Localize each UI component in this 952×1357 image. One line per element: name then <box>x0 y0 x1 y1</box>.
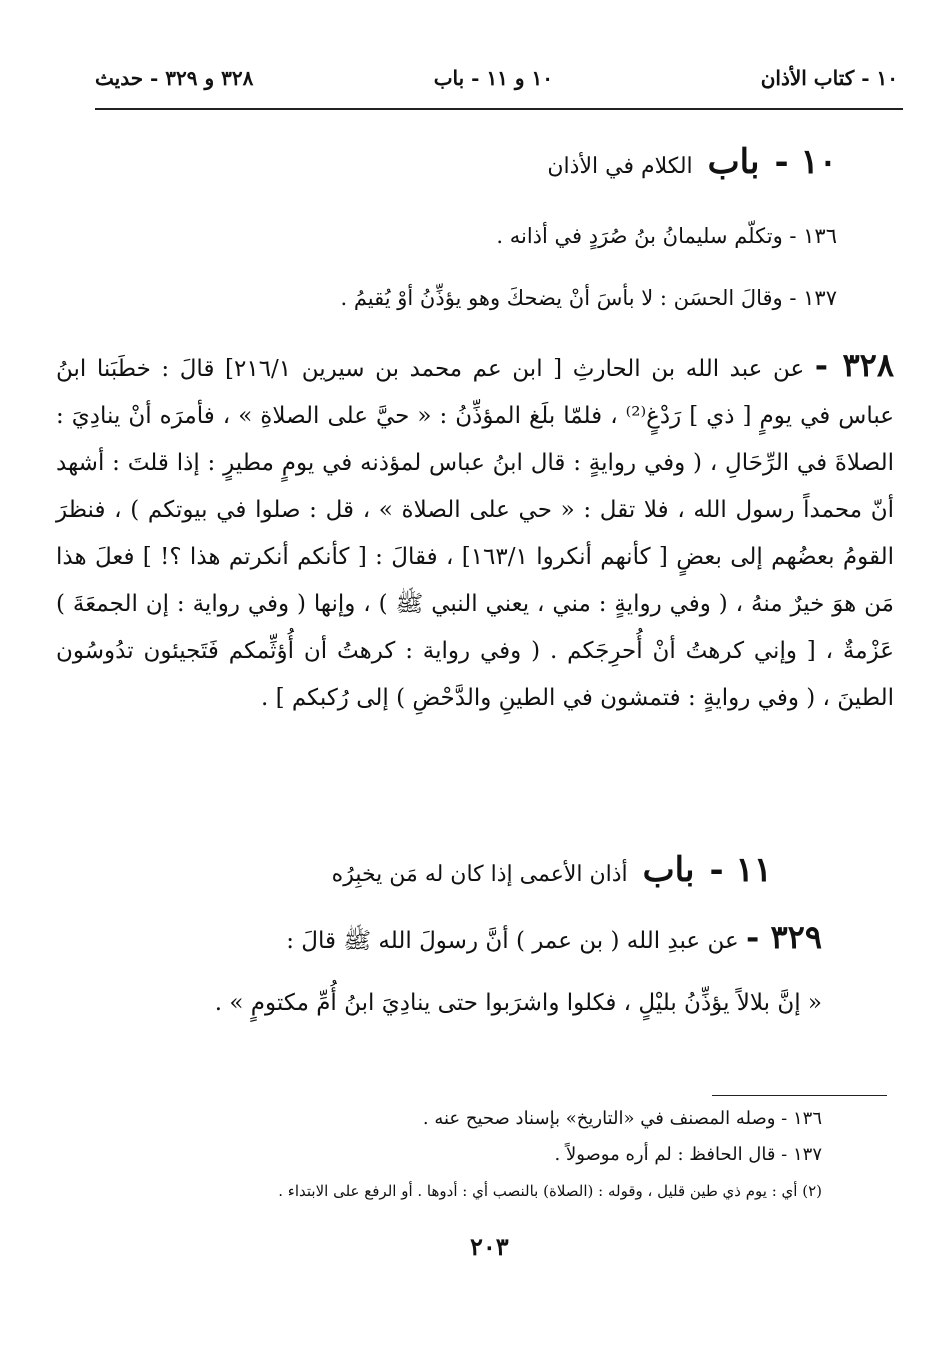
hadith-329-text: عن عبدِ الله ( بن عمر ) أنَّ رسولَ الله ﷺ قالَ : <box>286 928 739 954</box>
page-number: ٢٠٣ <box>470 1232 509 1261</box>
hadith-329-quote: « إنَّ بلالاً يؤذِّنُ بليْلٍ ، فكلوا واشرَبوا حتى ينادِيَ ابنُ أُمِّ مكتومٍ » . <box>214 990 822 1016</box>
header-rule <box>95 108 903 110</box>
hadith-329-number: ٣٢٩ - <box>746 918 822 956</box>
section-11-title <box>212 850 772 890</box>
header-bab: ١٠ و ١١ - باب <box>433 66 553 90</box>
footnote-2: (٢) أي : يوم ذي طين قليل ، وقوله : (الصلاة) بالنصب أي : أدوها . أو الرفع على الابتداء . <box>278 1182 822 1200</box>
header-chapter: ١٠ - كتاب الأذان <box>760 66 898 90</box>
section-11-number: ١١ - <box>709 850 772 890</box>
section-10-heading: الكلام في الأذان <box>547 154 693 179</box>
running-header <box>95 62 903 102</box>
hadith-328-number: ٣٢٨ - <box>814 346 895 384</box>
section-10-title <box>237 142 837 182</box>
section-10-bab: باب <box>707 142 760 182</box>
hadith-328 <box>56 342 894 722</box>
footnote-137: ١٣٧ - قال الحافظ : لم أره موصولاً . <box>554 1144 822 1165</box>
section-10-number: ١٠ - <box>774 142 837 182</box>
header-hadith-range: ٣٢٨ و ٣٢٩ - حديث <box>95 66 254 90</box>
footnote-rule <box>712 1095 887 1096</box>
hadith-328-text: عن عبد الله بن الحارثِ [ ابن عم محمد بن سيرين ٢١٦/١] قالَ : خطَبَنا ابنُ عباس في يومٍ [ ذي ] رَدْغٍ⁽²⁾ ، فلمّا بلَغ المؤذِّنُ : « حيَّ على الصلاةِ » ، فأمرَه أنْ ينادِيَ : الصلاةَ في الرِّحَالِ ، ( وفي روايةٍ : قال ابنُ عباس لمؤذنه في يومٍ مطيرٍ : إذا قلتَ : أشهد أنّ محمداً رسول الله ، فلا تقل : « حي على الصلاة » ، قل : صلوا في بيوتكم ) ، فنظرَ القومُ بعضُهم إلى بعضٍ [ كأنهم أنكروا ١٦٣/١] ، فقالَ : [ كأنكم أنكرتم هذا ؟! ] فعلَ هذا مَن هوَ خيرٌ منهُ ، ( وفي روايةٍ : مني ، يعني النبي ﷺ ) ، وإنها ( وفي رواية : إن الجمعَةَ ) عَزْمةٌ ، [ وإني كرهتُ أنْ أُحرِجَكم . ( وفي رواية : كرهتُ أن أُؤثِّمكم فَتَجيئون تدُوسُون الطينَ ، ( وفي روايةٍ : فتمشون في الطينِ والدَّحْضِ ) إلى رُكبكم ] . <box>56 356 895 711</box>
hadith-329 <box>286 918 822 960</box>
section-11-heading: أذان الأعمى إذا كان له مَن يخبِرُه <box>331 862 628 887</box>
item-137: ١٣٧ - وقالَ الحسَن : لا بأسَ أنْ يضحكَ وهو يؤذِّنُ أوْ يُقيمُ . <box>340 286 837 310</box>
footnote-136: ١٣٦ - وصله المصنف في «التاريخ» بإسناد صحيح عنه . <box>422 1108 822 1129</box>
section-11-bab: باب <box>642 850 695 890</box>
item-136: ١٣٦ - وتكلّم سليمانُ بنُ صُرَدٍ في أذانه . <box>496 224 837 248</box>
